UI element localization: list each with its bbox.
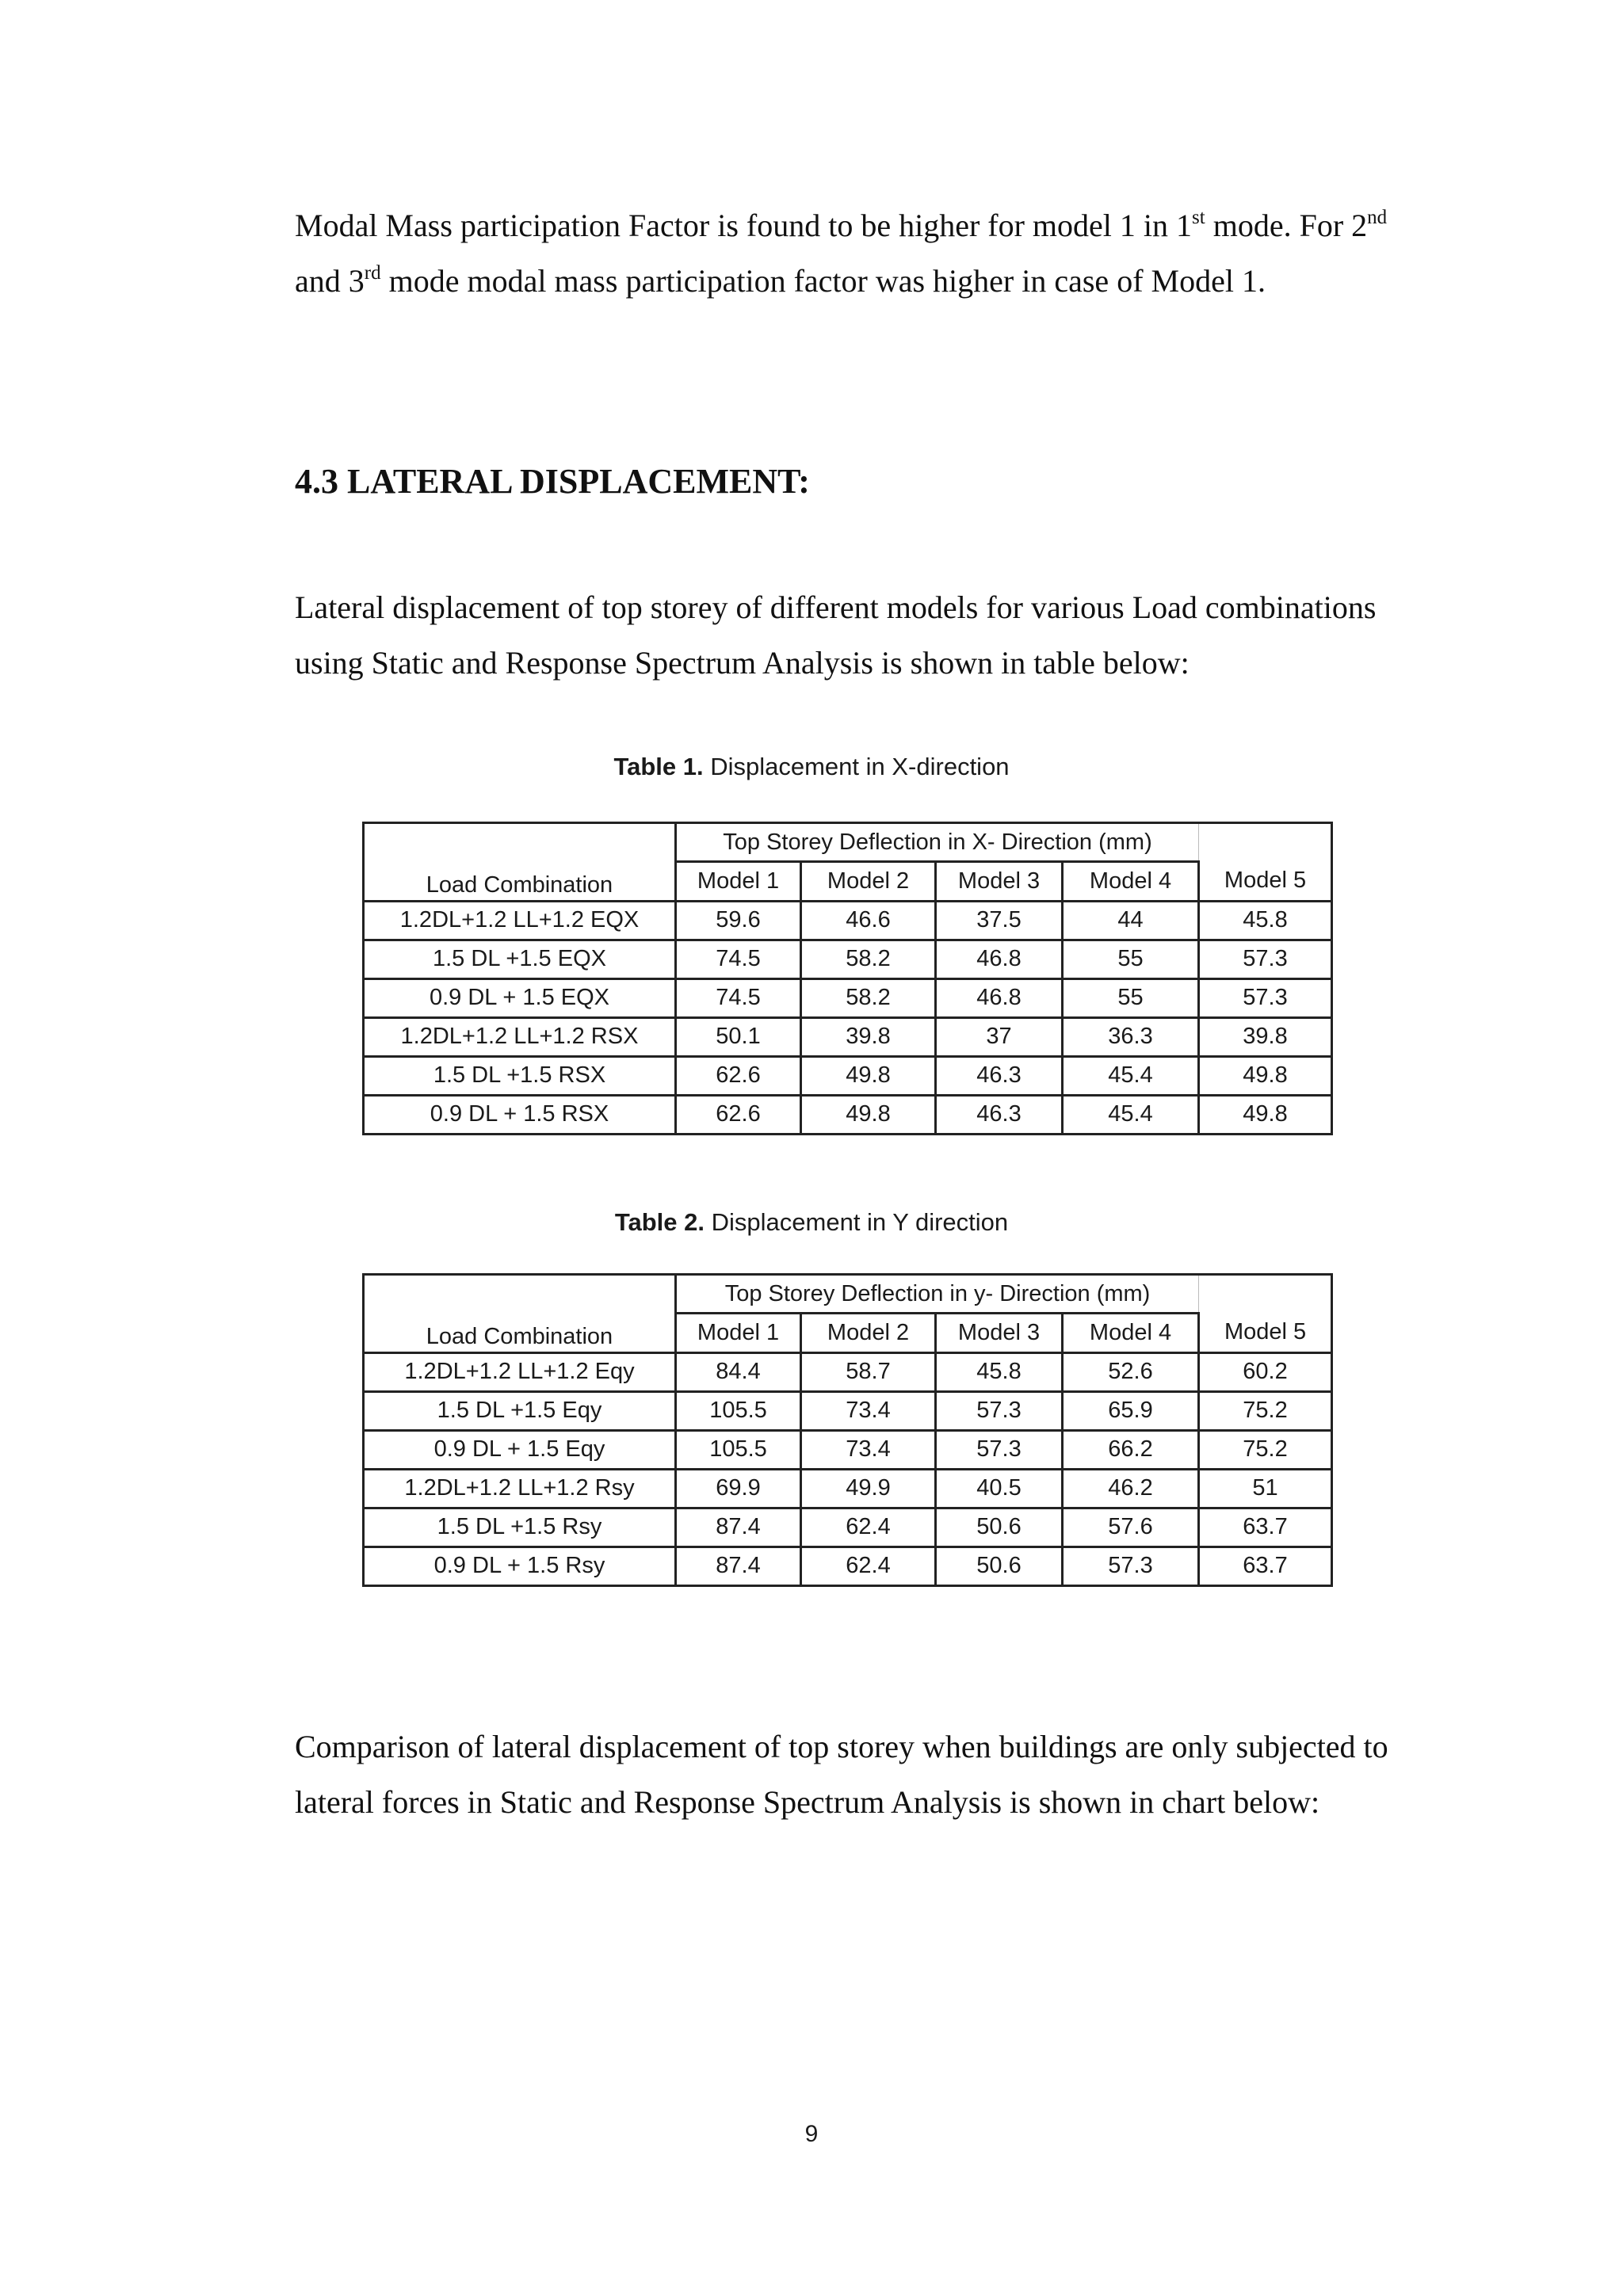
- table2-header-model-5: Model 5: [1199, 1314, 1332, 1353]
- table-cell: 49.8: [1199, 1056, 1332, 1095]
- table1-header-load-combination: Load Combination: [364, 862, 676, 902]
- intro-line-1: Modal Mass participation Factor is found to be higher for model 1 in 1st mode. For 2nd: [295, 207, 1388, 243]
- table1-group-header: Top Storey Deflection in X- Direction (mm): [676, 823, 1199, 862]
- table-cell: 58.2: [801, 940, 936, 978]
- table-cell: 52.6: [1063, 1352, 1199, 1391]
- page-number: 9: [804, 2121, 819, 2147]
- table-cell: 49.8: [1199, 1095, 1332, 1134]
- table-row: [364, 1017, 1332, 1056]
- table-cell: 50.6: [936, 1547, 1063, 1585]
- table-cell: 46.8: [936, 940, 1063, 978]
- table1-header-empty-cell: [364, 823, 676, 862]
- table1: [362, 822, 1333, 1135]
- section-heading: 4.3 LATERAL DISPLACEMENT:: [295, 462, 810, 501]
- table-cell: 46.3: [936, 1095, 1063, 1134]
- table1-caption: Table 1. Displacement in X-direction: [613, 753, 1010, 780]
- table-cell: 37.5: [936, 901, 1063, 940]
- table-cell: 50.1: [676, 1017, 801, 1056]
- table-cell: 65.9: [1063, 1391, 1199, 1430]
- table-cell: 55: [1063, 940, 1199, 978]
- table-cell: 40.5: [936, 1469, 1063, 1508]
- table-row: [364, 1095, 1332, 1134]
- table-cell: 46.3: [936, 1056, 1063, 1095]
- lateral-line-1: Lateral displacement of top storey of different models for various Load combinations: [295, 589, 1377, 625]
- lateral-paragraph: [295, 580, 1428, 691]
- table-cell: 1.5 DL +1.5 RSX: [364, 1056, 676, 1095]
- table-cell: 60.2: [1199, 1352, 1332, 1391]
- table-row: [364, 1391, 1332, 1430]
- table-cell: 66.2: [1063, 1430, 1199, 1469]
- table-cell: 49.9: [801, 1469, 936, 1508]
- comparison-line-2: lateral forces in Static and Response Spectrum Analysis is shown in chart below:: [295, 1784, 1320, 1820]
- table2-header-model-1: Model 1: [676, 1314, 801, 1353]
- table-cell: 45.8: [936, 1352, 1063, 1391]
- table-cell: 105.5: [676, 1430, 801, 1469]
- table-cell: 1.5 DL +1.5 Eqy: [364, 1391, 676, 1430]
- table-cell: 36.3: [1063, 1017, 1199, 1056]
- table-cell: 59.6: [676, 901, 801, 940]
- table-cell: 57.3: [1199, 940, 1332, 978]
- intro-paragraph: [295, 198, 1428, 309]
- table-cell: 69.9: [676, 1469, 801, 1508]
- table2: [362, 1273, 1333, 1587]
- table1-header-model-1: Model 1: [676, 862, 801, 902]
- table-cell: 58.7: [801, 1352, 936, 1391]
- table-row: [364, 901, 1332, 940]
- table-cell: 75.2: [1199, 1430, 1332, 1469]
- table-row: [364, 1430, 1332, 1469]
- table-cell: 55: [1063, 978, 1199, 1017]
- table-cell: 73.4: [801, 1430, 936, 1469]
- table-cell: 58.2: [801, 978, 936, 1017]
- table1-header-row-1: [364, 823, 1332, 862]
- table-cell: 1.2DL+1.2 LL+1.2 EQX: [364, 901, 676, 940]
- table-cell: 1.2DL+1.2 LL+1.2 RSX: [364, 1017, 676, 1056]
- table2-header-model-4: Model 4: [1063, 1314, 1199, 1353]
- table-cell: 0.9 DL + 1.5 Eqy: [364, 1430, 676, 1469]
- table-cell: 87.4: [676, 1547, 801, 1585]
- table-cell: 1.2DL+1.2 LL+1.2 Rsy: [364, 1469, 676, 1508]
- table-cell: 57.3: [936, 1430, 1063, 1469]
- table2-caption: Table 2. Displacement in Y direction: [614, 1208, 1009, 1236]
- table2-header-model-2: Model 2: [801, 1314, 936, 1353]
- table2-header-empty-cell: [364, 1275, 676, 1314]
- table-cell: 62.4: [801, 1508, 936, 1547]
- table-cell: 57.6: [1063, 1508, 1199, 1547]
- table-row: [364, 940, 1332, 978]
- table-cell: 1.5 DL +1.5 Rsy: [364, 1508, 676, 1547]
- table2-header-row-1: [364, 1275, 1332, 1314]
- table-row: [364, 1056, 1332, 1095]
- table-cell: 74.5: [676, 940, 801, 978]
- lateral-line-2: using Static and Response Spectrum Analysis is shown in table below:: [295, 645, 1190, 681]
- table1-header-empty-cell: [1199, 823, 1332, 862]
- table-row: [364, 1469, 1332, 1508]
- table-cell: 62.6: [676, 1095, 801, 1134]
- table-cell: 39.8: [801, 1017, 936, 1056]
- table-cell: 57.3: [936, 1391, 1063, 1430]
- table-cell: 49.8: [801, 1095, 936, 1134]
- table-cell: 105.5: [676, 1391, 801, 1430]
- table2-header-model-3: Model 3: [936, 1314, 1063, 1353]
- table-cell: 62.4: [801, 1547, 936, 1585]
- table-cell: 45.4: [1063, 1095, 1199, 1134]
- table-cell: 74.5: [676, 978, 801, 1017]
- table-cell: 46.8: [936, 978, 1063, 1017]
- table-cell: 37: [936, 1017, 1063, 1056]
- table-cell: 1.5 DL +1.5 EQX: [364, 940, 676, 978]
- table2-group-header: Top Storey Deflection in y- Direction (mm): [676, 1275, 1199, 1314]
- table-cell: 39.8: [1199, 1017, 1332, 1056]
- table2-header-row-2: [364, 1314, 1332, 1353]
- table-cell: 45.4: [1063, 1056, 1199, 1095]
- table-cell: 49.8: [801, 1056, 936, 1095]
- table2-header-load-combination: Load Combination: [364, 1314, 676, 1353]
- table1-header-model-5: Model 5: [1199, 862, 1332, 902]
- intro-line-2: and 3rd mode modal mass participation factor was higher in case of Model 1.: [295, 262, 1266, 299]
- table-cell: 44: [1063, 901, 1199, 940]
- table-row: [364, 978, 1332, 1017]
- table-cell: 57.3: [1063, 1547, 1199, 1585]
- table-cell: 75.2: [1199, 1391, 1332, 1430]
- table-cell: 0.9 DL + 1.5 Rsy: [364, 1547, 676, 1585]
- comparison-paragraph: [295, 1719, 1428, 1830]
- table-row: [364, 1352, 1332, 1391]
- table-cell: 73.4: [801, 1391, 936, 1430]
- table-cell: 63.7: [1199, 1508, 1332, 1547]
- table-cell: 45.8: [1199, 901, 1332, 940]
- table1-header-model-4: Model 4: [1063, 862, 1199, 902]
- table-cell: 46.2: [1063, 1469, 1199, 1508]
- table-cell: 62.6: [676, 1056, 801, 1095]
- table-row: [364, 1547, 1332, 1585]
- table-cell: 51: [1199, 1469, 1332, 1508]
- table-cell: 57.3: [1199, 978, 1332, 1017]
- table-cell: 63.7: [1199, 1547, 1332, 1585]
- table-cell: 0.9 DL + 1.5 EQX: [364, 978, 676, 1017]
- table1-header-model-3: Model 3: [936, 862, 1063, 902]
- table2-header-empty-cell: [1199, 1275, 1332, 1314]
- table-cell: 1.2DL+1.2 LL+1.2 Eqy: [364, 1352, 676, 1391]
- table1-header-model-2: Model 2: [801, 862, 936, 902]
- comparison-line-1: Comparison of lateral displacement of top storey when buildings are only subjected to: [295, 1729, 1388, 1764]
- table-cell: 46.6: [801, 901, 936, 940]
- table-cell: 0.9 DL + 1.5 RSX: [364, 1095, 676, 1134]
- table-cell: 84.4: [676, 1352, 801, 1391]
- table-cell: 50.6: [936, 1508, 1063, 1547]
- table-row: [364, 1508, 1332, 1547]
- table-cell: 87.4: [676, 1508, 801, 1547]
- table1-header-row-2: [364, 862, 1332, 902]
